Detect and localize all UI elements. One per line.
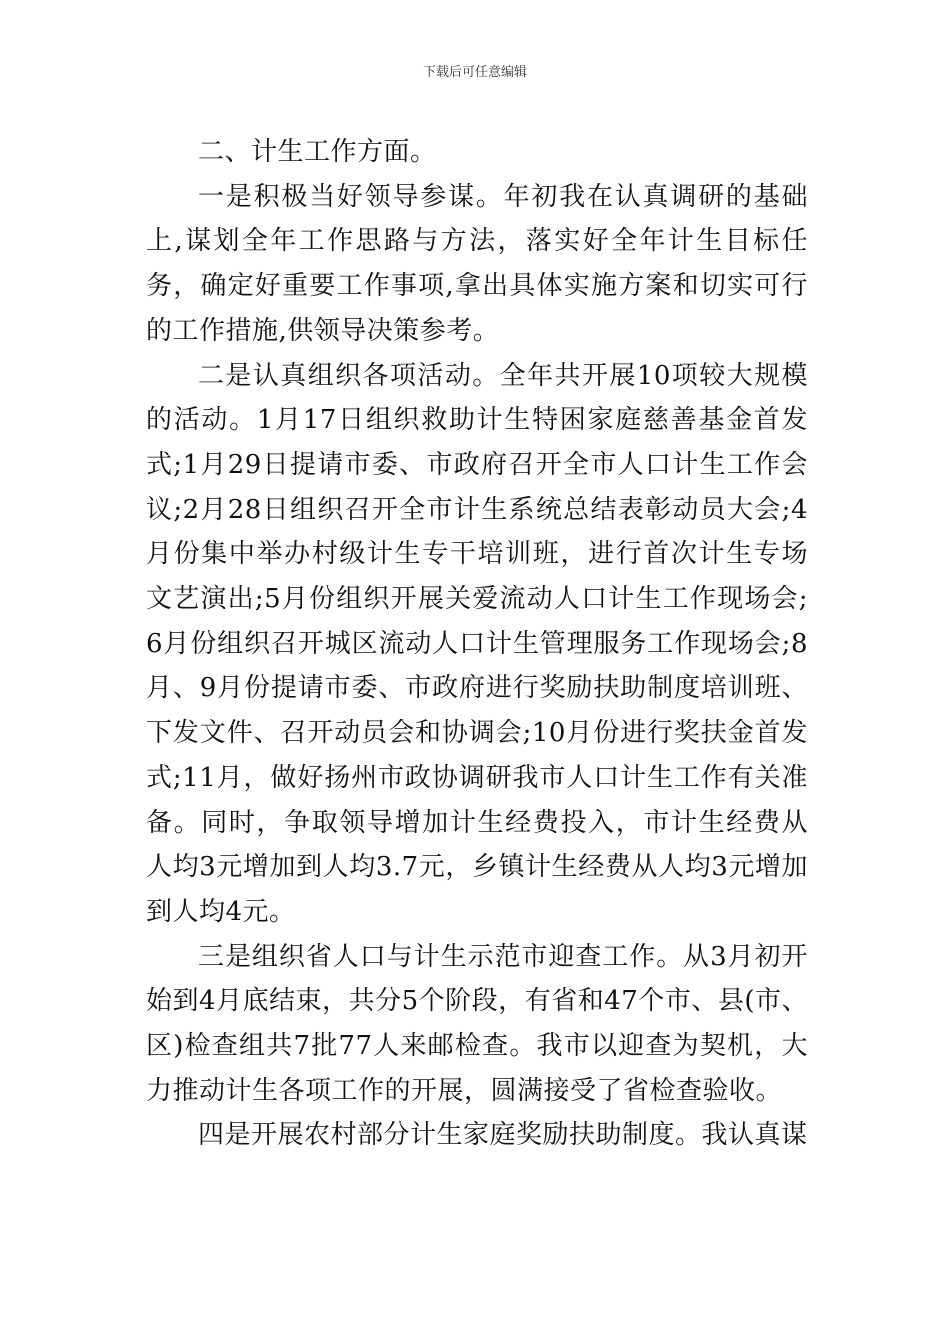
paragraph-2: 二是认真组织各项活动。全年共开展10项较大规模的活动。1月17日组织救助计生特困家庭慈善基金首发式;1月29日提请市委、市政府召开全市人口计生工作会议;2月28日组织召开全市计生系统总结表彰动员大会;4月份集中举办村级计生专干培训班，进行首次计生专场文艺演出;5月份组织开展关爱流动人口计生工作现场会;6月份组织召开城区流动人口计生管理服务工作现场会;8月、9月份提请市委、市政府进行奖励扶助制度培训班、下发文件、召开动员会和协调会;10月份进行奖扶金首发式;11月，做好扬州市政协调研我市人口计生工作有关准备。同时，争取领导增加计生经费投入，市计生经费从人均3元增加到人均3.7元，乡镇计生经费从人均3元增加到人均4元。 — [146, 360, 808, 927]
paragraph-1: 一是积极当好领导参谋。年初我在认真调研的基础上,谋划全年工作思路与方法，落实好全年计生目标任务，确定好重要工作事项,拿出具体实施方案和切实可行的工作措施,供领导决策参考。 — [146, 181, 808, 346]
page-header: 下载后可任意编辑 — [422, 65, 527, 80]
paragraph-3: 三是组织省人口与计生示范市迎查工作。从3月初开始到4月底结束，共分5个阶段，有省和47个市、县(市、区)检查组共7批77人来邮检查。我市以迎查为契机，大力推动计生各项工作的开展，圆满接受了省检查验收。 — [146, 941, 808, 1106]
document-body — [146, 130, 808, 1158]
section-heading: 二、计生工作方面。 — [198, 137, 437, 167]
paragraph-4: 四是开展农村部分计生家庭奖励扶助制度。我认真谋 — [198, 1120, 808, 1151]
